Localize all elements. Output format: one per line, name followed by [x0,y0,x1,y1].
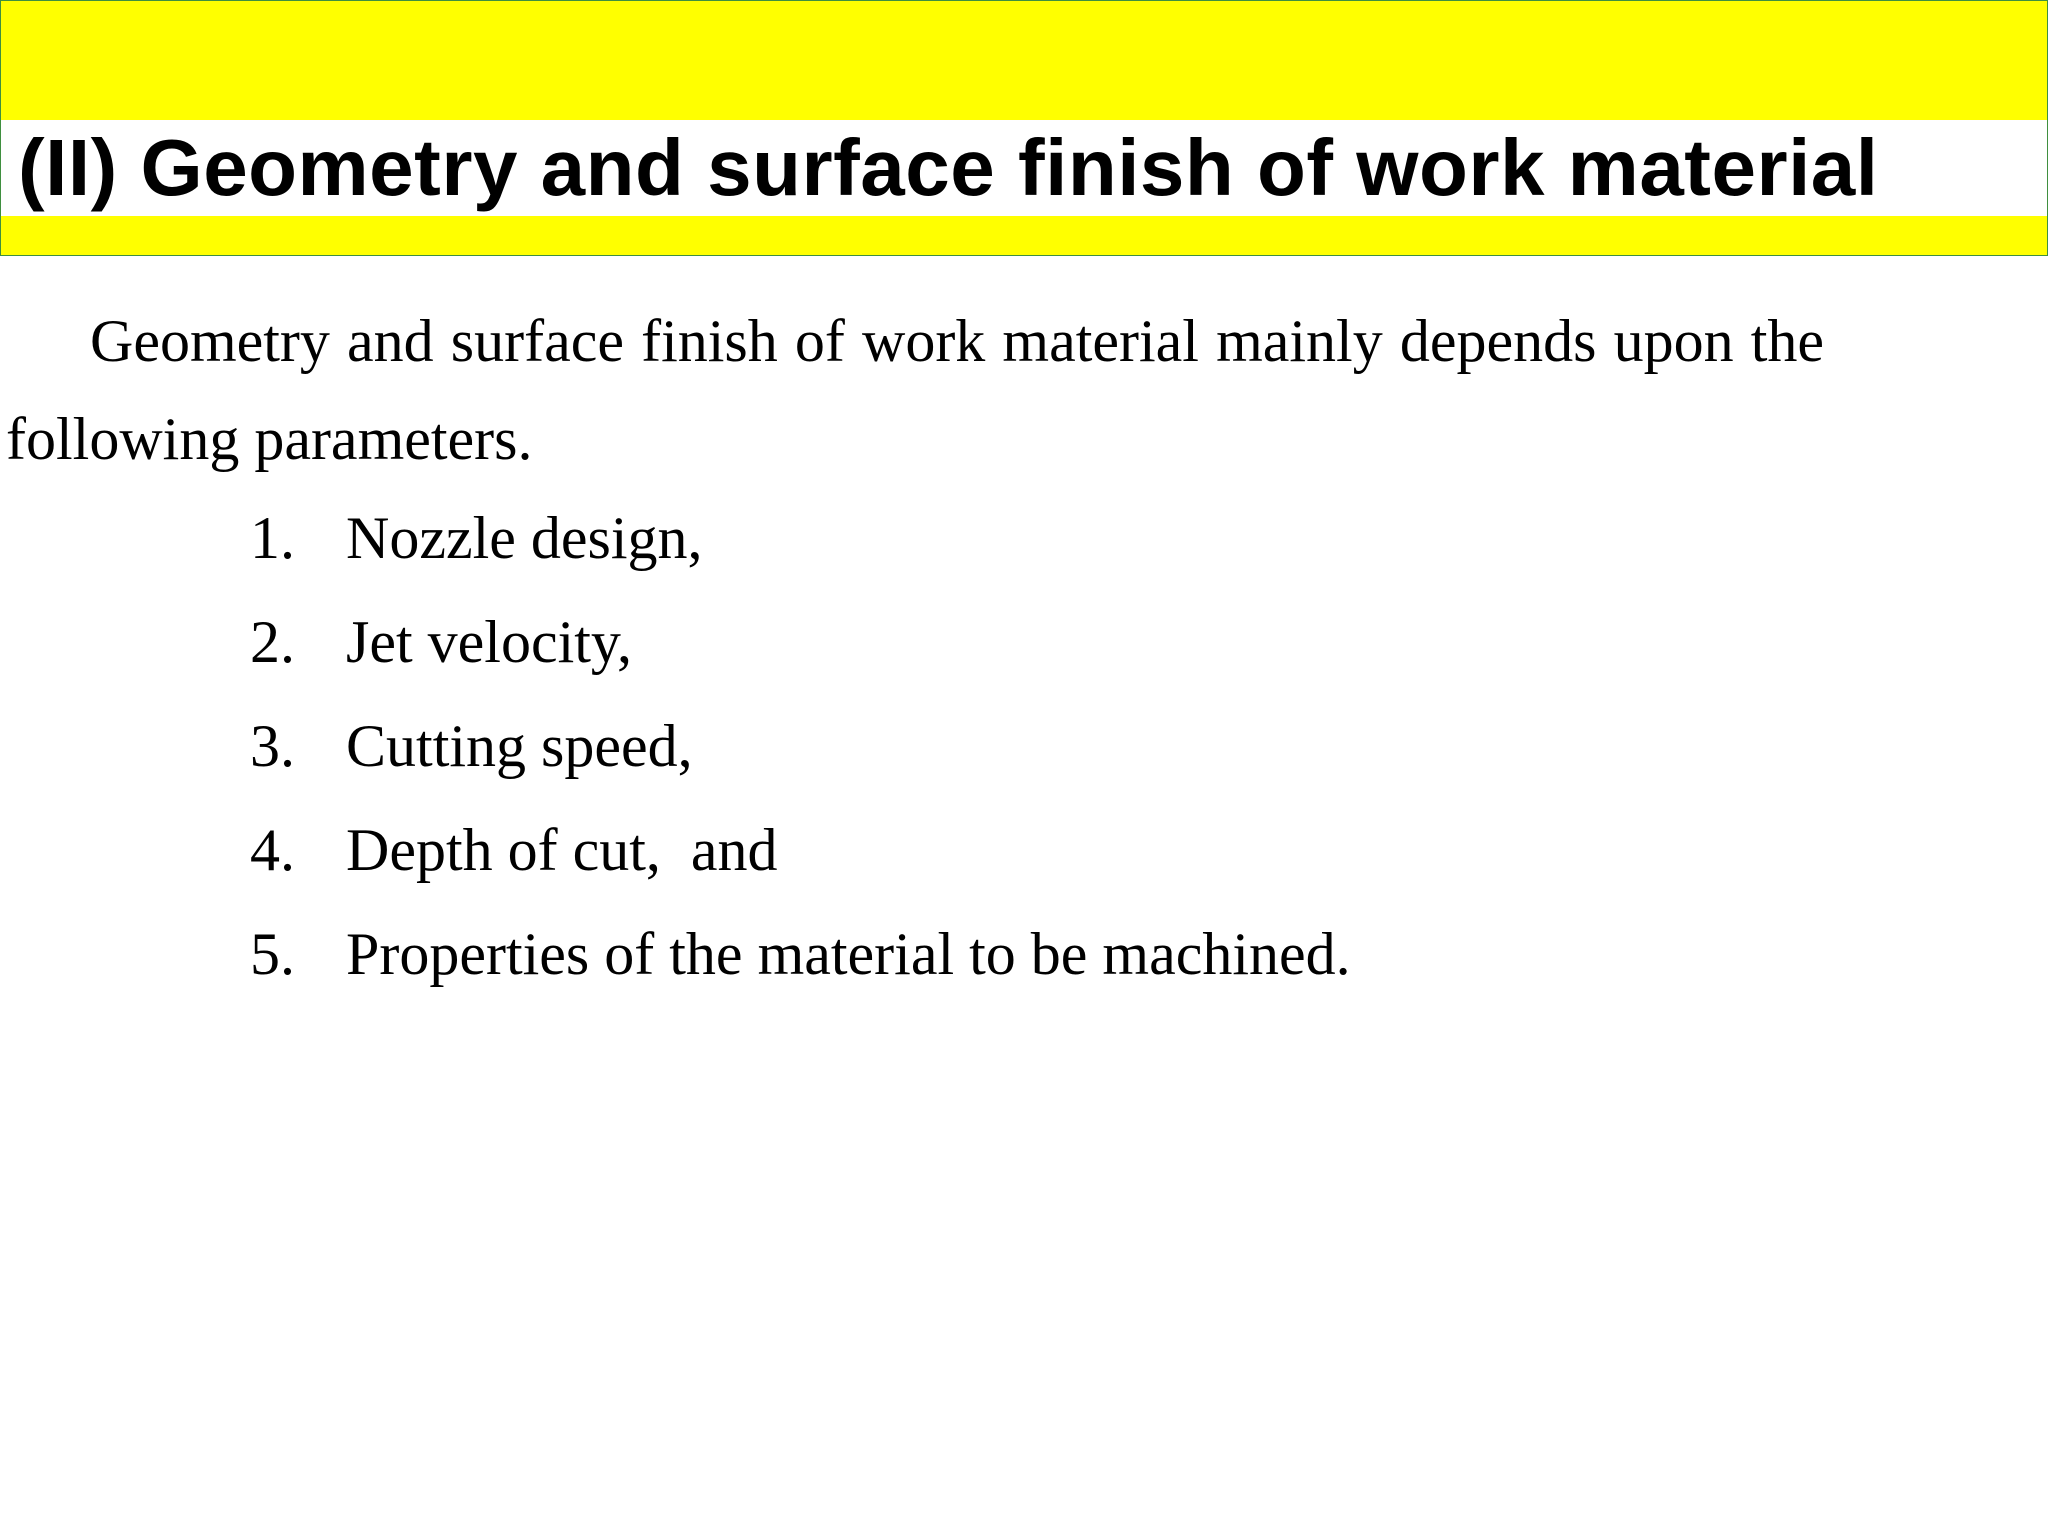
slide-title: (II) Geometry and surface finish of work material [18,123,1879,212]
list-item [250,496,1351,600]
list-item [250,600,1351,704]
list-item [250,808,1351,912]
list-item-number: 3. [250,713,295,779]
list-item-number: 4. [250,817,295,883]
list-item-number: 5. [250,921,295,987]
intro-paragraph: Geometry and surface finish of work material mainly depends upon the following parameters. [6,308,1824,472]
list-item-text: Nozzle design, [346,505,703,571]
list-item-text: Jet velocity, [346,609,633,675]
list-item [250,704,1351,808]
parameter-list [250,496,1351,1016]
list-item [250,912,1351,1016]
list-item-text: Cutting speed, [346,713,693,779]
list-item-text: Depth of cut, and [346,817,778,883]
list-item-number: 1. [250,505,295,571]
list-item-number: 2. [250,609,295,675]
list-item-text: Properties of the material to be machined. [346,921,1351,987]
